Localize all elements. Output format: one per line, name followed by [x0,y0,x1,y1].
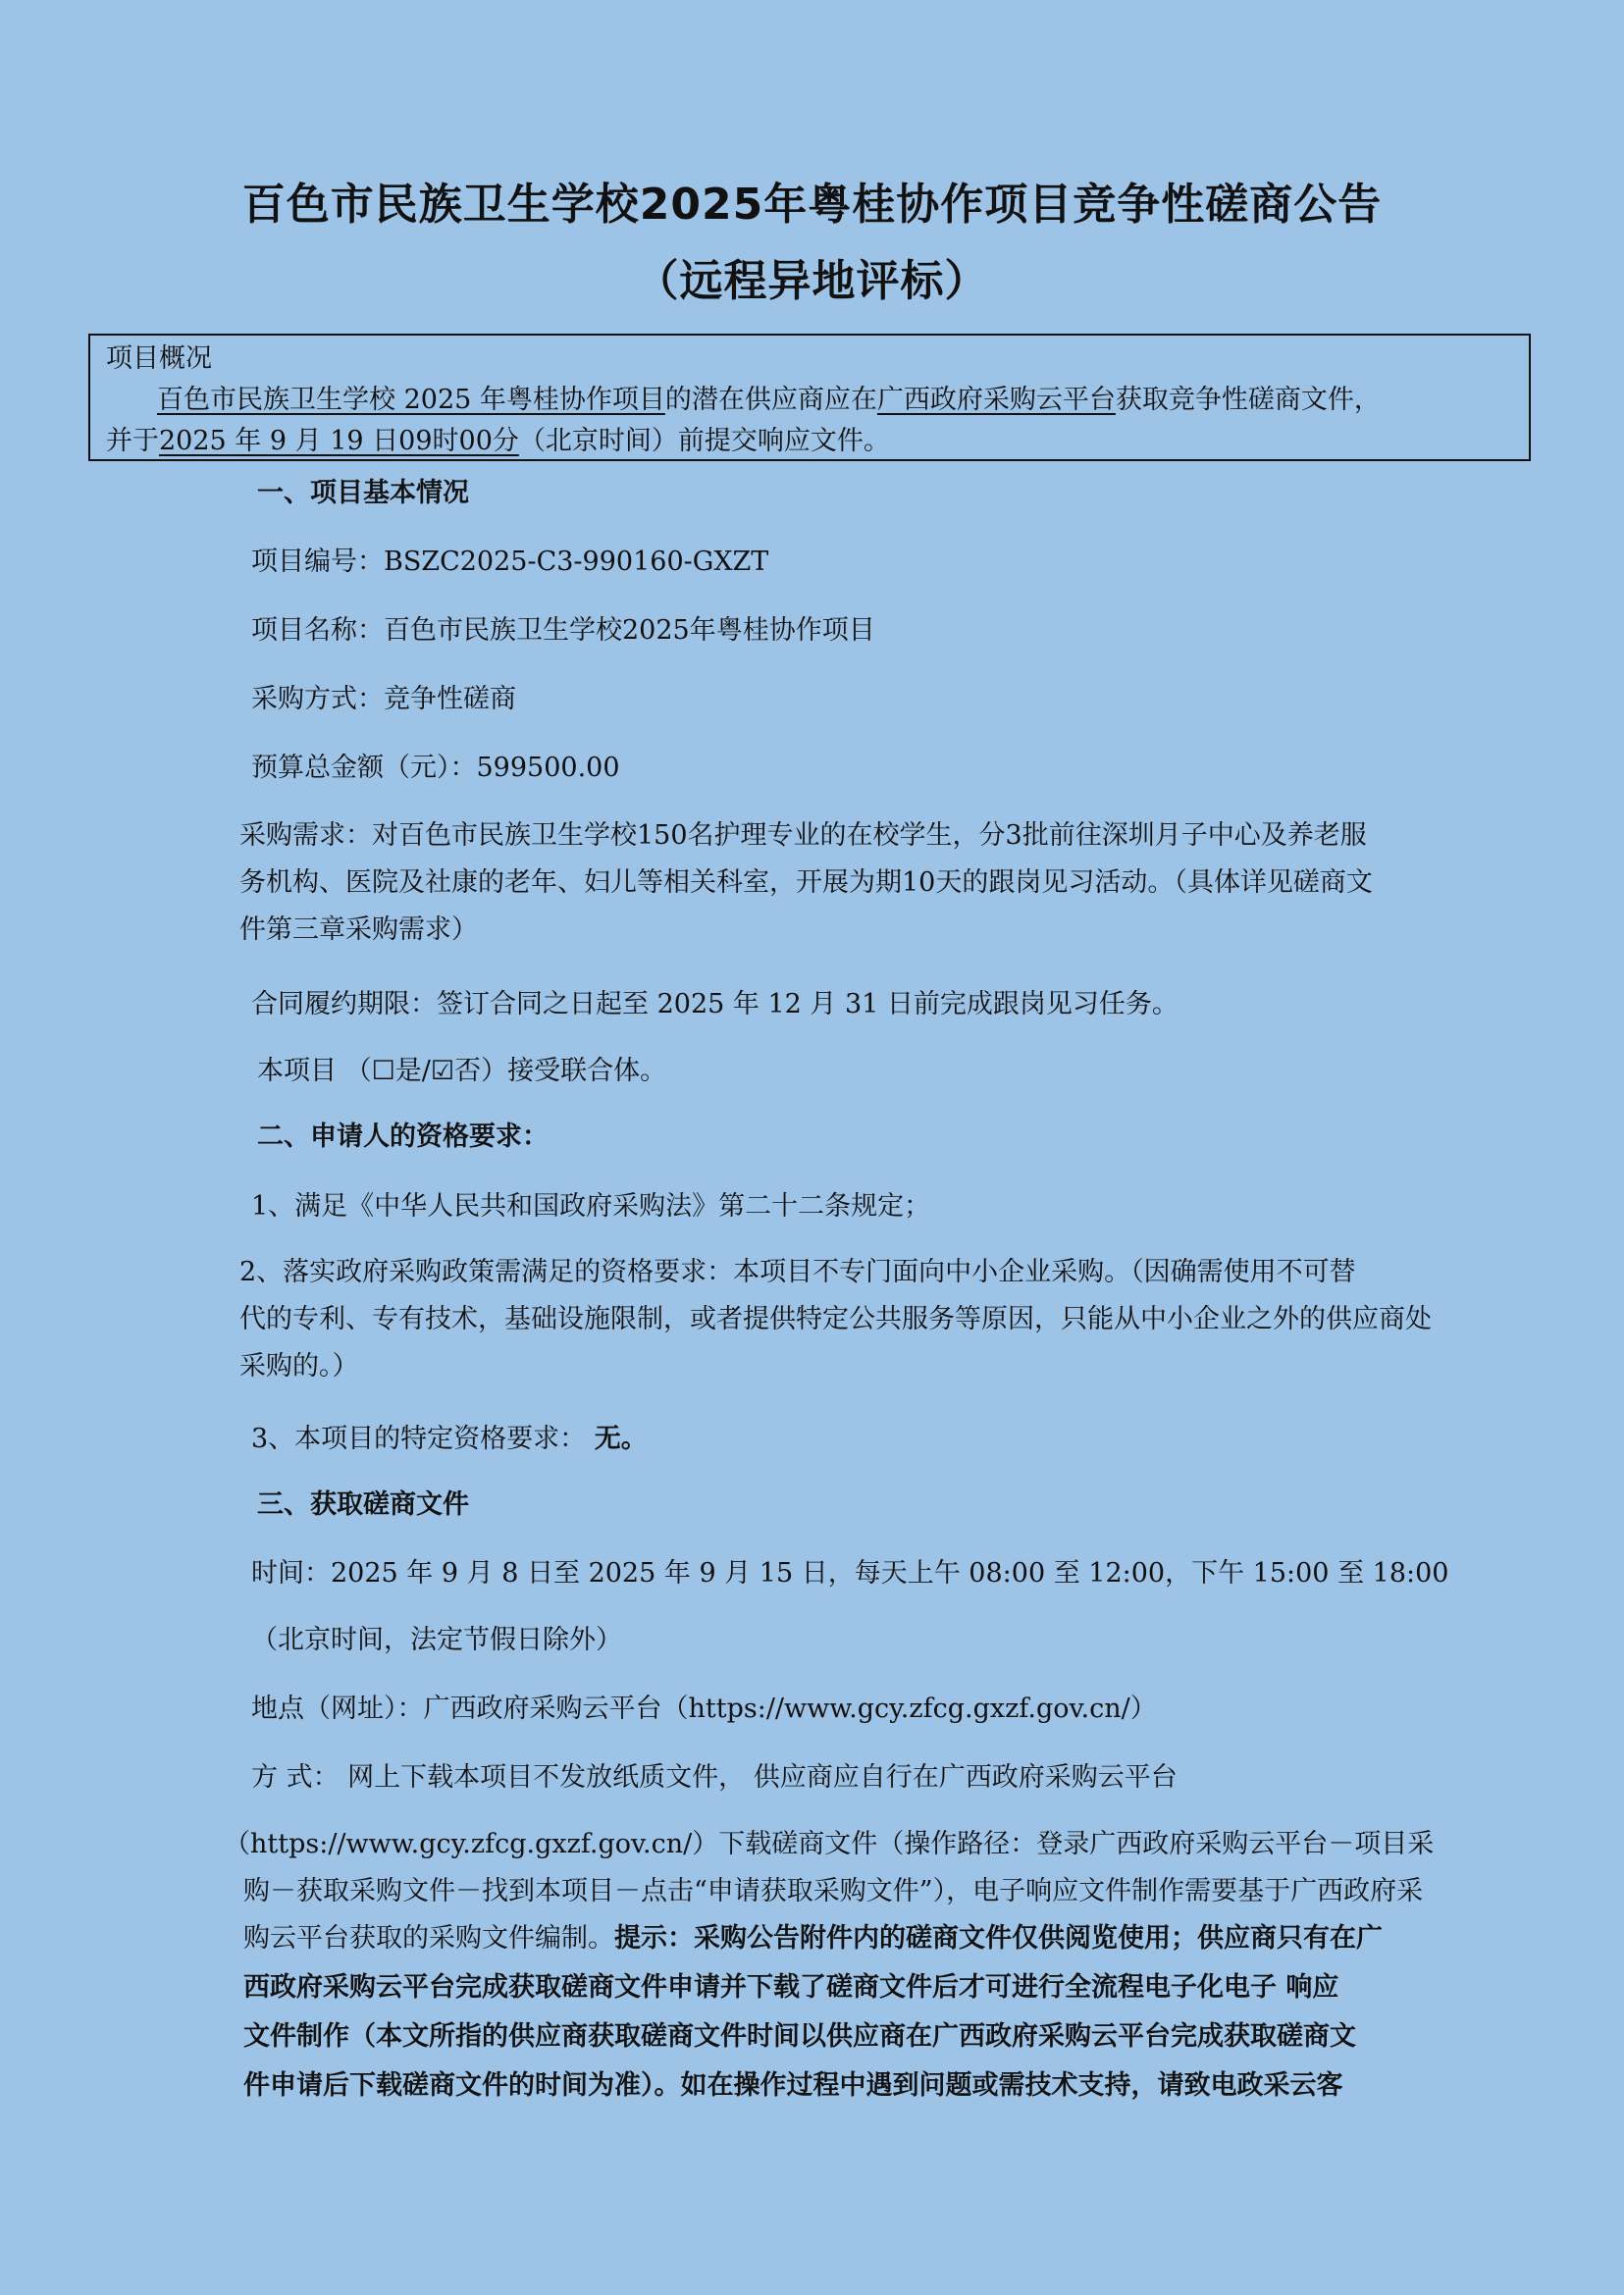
acquisition-tip-line: 件申请后下载磋商文件的时间为准）。如在操作过程中遇到问题或需技术支持，请致电政采云客 [243,2070,1343,2101]
qualification-item-2: 代的专利、专有技术，基础设施限制，或者提供特定公共服务等原因，只能从中小企业之外的供应商处 [239,1304,1432,1334]
overview-deadline: 2025 年 9 月 19 日09时00分 [159,426,519,456]
acquisition-paragraph-line: 购云平台获取的采购文件编制。提示：采购公告附件内的磋商文件仅供阅览使用；供应商只有在广 [243,1923,1383,1954]
overview-line-2: 并于2025 年 9 月 19 日09时00分（北京时间）前提交响应文件。 [106,426,890,456]
acquisition-tip: 提示：采购公告附件内的磋商文件仅供阅览使用；供应商只有在广 [614,1923,1383,1954]
section3-heading: 三、获取磋商文件 [257,1489,469,1520]
acquisition-tip-line: 西政府采购云平台完成获取磋商文件申请并下载了磋商文件后才可进行全流程电子化电子 响应 [243,1972,1339,2003]
acquisition-paragraph-line: （https://www.gcy.zfcg.gxzf.gov.cn/）下载磋商文件（操作路径：登录广西政府采购云平台－项目采 [224,1829,1435,1859]
acquisition-paragraph-line: 购－获取采购文件－找到本项目－点击“申请获取采购文件”），电子响应文件制作需要基于广西政府采 [243,1876,1424,1906]
procurement-need-line: 采购需求：对百色市民族卫生学校150名护理专业的在校学生，分3批前往深圳月子中心及养老服 [239,820,1367,851]
qualification-item-3: 3、本项目的特定资格要求： 无。 [251,1424,648,1454]
overview-line-1: 百色市民族卫生学校 2025 年粤桂协作项目的潜在供应商应在广西政府采购云平台获取竞争性磋商文件， [157,385,1381,415]
qualification-item-1: 1、满足《中华人民共和国政府采购法》第二十二条规定； [251,1191,931,1222]
acquisition-place: 地点（网址）：广西政府采购云平台（https://www.gcy.zfcg.gxzf.gov.cn/） [251,1694,1157,1724]
section2-heading: 二、申请人的资格要求： [257,1121,549,1152]
document-title: 百色市民族卫生学校2025年粤桂协作项目竞争性磋商公告 [241,180,1383,230]
acquisition-method: 方 式： 网上下载本项目不发放纸质文件， 供应商应自行在广西政府采购云平台 [251,1762,1178,1793]
contract-period: 合同履约期限：签订合同之日起至 2025 年 12 月 31 日前完成跟岗见习任务。 [251,989,1179,1019]
project-name: 项目名称：百色市民族卫生学校2025年粤桂协作项目 [251,615,875,646]
section1-heading: 一、项目基本情况 [257,478,469,508]
overview-label: 项目概况 [106,343,212,374]
budget-amount: 预算总金额（元）：599500.00 [251,753,620,783]
overview-project-name: 百色市民族卫生学校 2025 年粤桂协作项目 [157,385,665,415]
project-number: 项目编号：BSZC2025-C3-990160-GXZT [251,547,769,577]
qualification-item-2: 采购的。） [239,1351,359,1382]
acquisition-time-note: （北京时间，法定节假日除外） [251,1625,622,1655]
procurement-need-line: 务机构、医院及社康的老年、妇儿等相关科室，开展为期10天的跟岗见习活动。（具体详见磋商文 [239,867,1373,898]
document-subtitle: （远程异地评标） [635,256,989,306]
qualification-item-2: 2、落实政府采购政策需满足的资格要求：本项目不专门面向中小企业采购。（因确需使用不可替 [239,1257,1356,1287]
acquisition-tip-line: 文件制作（本文所指的供应商获取磋商文件时间以供应商在广西政府采购云平台完成获取磋商文 [243,2021,1356,2052]
procurement-method: 采购方式：竞争性磋商 [251,684,516,714]
overview-platform: 广西政府采购云平台 [876,385,1116,415]
procurement-need-line: 件第三章采购需求） [239,914,478,945]
consortium-note: 本项目 （☐是/☑否）接受联合体。 [257,1056,667,1086]
acquisition-time: 时间：2025 年 9 月 8 日至 2025 年 9 月 15 日，每天上午 08:00 至 12:00，下午 15:00 至 18:00 [251,1558,1449,1589]
